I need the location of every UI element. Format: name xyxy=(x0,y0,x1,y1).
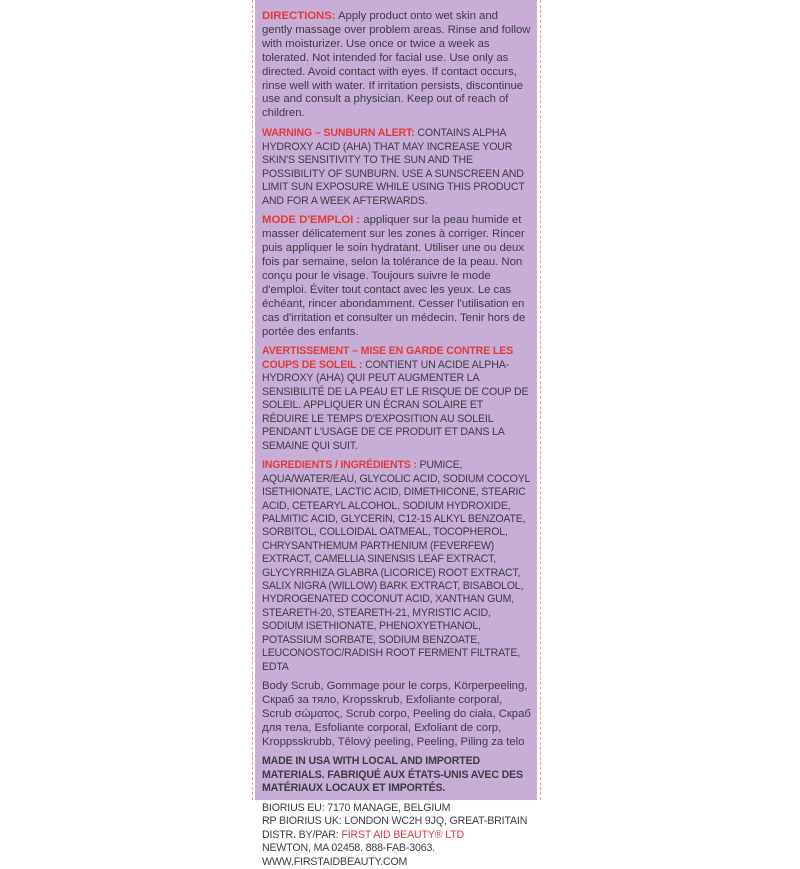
warning-text: CONTAINS ALPHA HYDROXY ACID (AHA) THAT MAY INCREASE YOUR SKIN'S SENSITIVITY TO THE SUN AND THE POSSIBILITY OF SUNBURN. USE A SUNSCREEN AND LIMIT SUN EXPOSURE WHILE USING THIS PRODUCT AND FOR A WEEK AFTERWARDS. xyxy=(262,127,525,207)
right-dashed-cut-line xyxy=(540,0,541,800)
product-label-panel xyxy=(255,0,537,868)
avertissement-heading: AVERTISSEMENT – MISE EN GARDE CONTRE LES COUPS DE SOLEIL : xyxy=(262,345,514,371)
warning-section xyxy=(262,127,531,208)
mode-emploi-heading: MODE D'EMPLOI : xyxy=(262,214,361,227)
company-section xyxy=(262,802,531,869)
company-address: NEWTON, MA 02458. 888-FAB-3063. xyxy=(262,842,435,855)
warning-heading: WARNING – SUNBURN ALERT: xyxy=(262,127,415,140)
directions-section xyxy=(262,10,531,121)
mode-emploi-section xyxy=(262,214,531,339)
left-dashed-cut-line xyxy=(252,0,253,800)
directions-text: Apply product onto wet skin and gently massage over problem areas. Rinse and follow with moisturizer. Use once or twice a week as tolerated. Not intended for facial use. Use only as directed. Avoid contact with eyes. If contact occurs, rinse well with water. If irritation persists, discontinue use and consult a physician. Keep out of reach of children. xyxy=(262,10,531,120)
uk-address: RP BIORIUS UK: LONDON WC2H 9JQ, GREAT-BRITAIN xyxy=(262,815,528,828)
origin-section xyxy=(262,755,531,796)
label-text-block xyxy=(255,0,537,869)
origin-statement: MADE IN USA WITH LOCAL AND IMPORTED MATERIALS. FABRIQUÉ AUX ÉTATS-UNIS AVEC DES MATÉRIAUX LOCAUX ET IMPORTÉS. xyxy=(262,755,523,795)
eu-address: BIORIUS EU: 7170 MANAGE, BELGIUM xyxy=(262,801,451,814)
ingredients-section xyxy=(262,459,531,674)
avertissement-section xyxy=(262,345,531,453)
ingredients-heading: INGREDIENTS / INGRÉDIENTS : xyxy=(262,459,417,472)
ingredients-list: PUMICE, AQUA/WATER/EAU, GLYCOLIC ACID, SODIUM COCOYL ISETHIONATE, LACTIC ACID, DIMETHICONE, STEARIC ACID, CETEARYL ALCOHOL, SODIUM HYDROXIDE, PALMITIC ACID, GLYCERIN, C12-15 ALKYL BENZOATE, SORBITOL, COLLOIDAL OATMEAL, TOCOPHEROL, CHRYSANTHEMUM PARTHENIUM (FEVERFEW) EXTRACT, CAMELLIA SINENSIS LEAF EXTRACT, GLYCYRRHIZA GLABRA (LICORICE) ROOT EXTRACT, SALIX NIGRA (WILLOW) BARK EXTRACT, BISABOLOL, HYDROGENATED COCONUT ACID, XANTHAN GUM, STEARETH-20, STEARETH-21, MYRISTIC ACID, SODIUM ISETHIONATE, PHENOXYETHANOL, POTASSIUM SORBATE, SODIUM BENZOATE, LEUCONOSTOC/RADISH ROOT FERMENT FILTRATE, EDTA xyxy=(262,459,530,673)
brand-name: FIRST AID BEAUTY® LTD xyxy=(341,828,464,841)
avertissement-text: CONTIENT UN ACIDE ALPHA-HYDROXY (AHA) QUI PEUT AUGMENTER LA SENSIBILITÉ DE LA PEAU ET LE RISQUE DE COUP DE SOLEIL. APPLIQUER UN ÉCRAN SOLAIRE ET RÉDUIRE LE TEMPS D'EXPOSITION AU SOLEIL PENDANT L'USAGE DE CE PRODUIT ET DANS LA SEMAINE QUI SUIT. xyxy=(262,358,529,452)
distributor-line xyxy=(262,829,531,843)
mode-emploi-text: appliquer sur la peau humide et masser délicatement sur les zones à corriger. Rincer puis appliquer le soin hydratant. Utiliser une ou deux fois par semaine, selon la tolérance de la peau. Non conçu pour le visage. Toujours suivre le mode d'emploi. Éviter tout contact avec les yeux. Le cas échéant, rincer abondamment. Cesser l'utilisation en cas d'irritation et consulter un médecin. Tenir hors de portée des enfants. xyxy=(262,214,526,338)
website-url: WWW.FIRSTAIDBEAUTY.COM xyxy=(262,855,408,868)
product-name-translations: Body Scrub, Gommage pour le corps, Körperpeeling, Скраб за тяло, Kropsskrub, Exfoliante corporal, Scrub σώματος, Scrub corpo, Peeling do ciała, Скраб для тела, Esfoliante corporal, Exfoliant de corp, Kroppsskrubb, Tělový peeling, Peeling, Piling za telo xyxy=(262,679,531,748)
directions-heading: DIRECTIONS: xyxy=(262,10,336,22)
distributor-prefix: DISTR. BY/PAR: xyxy=(262,828,339,841)
translations-section xyxy=(262,680,531,750)
